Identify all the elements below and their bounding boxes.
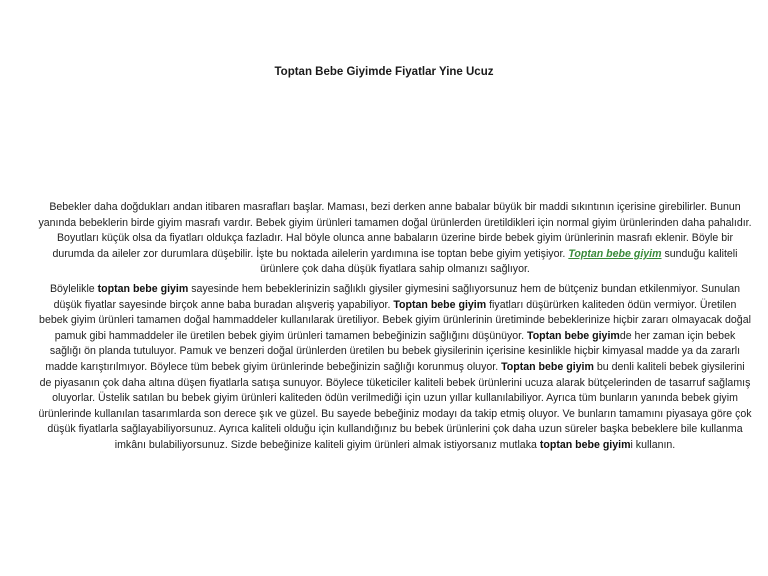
paragraph-2 [38,282,752,454]
paragraph-2-bold-2: Toptan bebe giyim [393,298,487,311]
document-title: Toptan Bebe Giyimde Fiyatlar Yine Ucuz [274,66,494,78]
document-body [38,200,752,458]
paragraph-2-text-6: i kullanın. [630,438,676,451]
paragraph-2-bold-1: toptan bebe giyim [97,282,189,295]
toptan-bebe-giyim-link[interactable]: Toptan bebe giyim [568,247,662,260]
paragraph-2-text-4: de her zaman için bebek sağlığı ön planda tutuluyor. Pamuk ve benzeri doğal ürünlerden üretilen bu bebek giysilerinin içerisine kesinlikle hiçbir kimyasal madde ya da zararlı madde karıştırılmıyor. Böylece tüm bebek giyim ürünlerinde bebeğinizin sağlığı korunmuş oluyor. [45,329,741,373]
paragraph-2-bold-4: Toptan bebe giyim [501,360,594,373]
paragraph-2-text-2: sayesinde hem bebeklerinizin sağlıklı giysiler giymesini sağlıyorsunuz hem de bütçeniz bundan etkilenmiyor. Sunulan düşük fiyatlar sayesinde birçok anne baba buradan alışveriş yapabiliyor. [53,282,741,311]
paragraph-1 [38,200,752,278]
paragraph-2-text-1: Böylelikle [49,282,98,295]
paragraph-2-text-5: bu denli kaliteli bebek giysilerini de piyasanın çok daha altına düşen fiyatlarla satışa sunuyor. Böylece tüketiciler kaliteli bebek ürünlerini ucuza alarak bütçelerinden de tasarruf sağlamış oluyorlar. Üstelik satılan bu bebek giyim ürünleri kaliteden ödün verilmediği için uzun yıllar kullanılabiliyor. Ayrıca tüm bunların yanında bebek giyim ürünlerinde kullanılan tasarımlarda son derece şık ve güzel. Bu sayede bebeğiniz modayı da takip etmiş oluyor. Ve bunların tamamını piyasaya göre çok düşük fiyatlarla sağlayabiliyorsunuz. Ayrıca kaliteli olduğu için kullandığınız bu bebek ürünlerini çok daha uzun süreler başka bebeklere bile kullanma imkânı bulabiliyorsunuz. Sizde bebeğinize kaliteli giyim ürünleri almak istiyorsanız mutlaka [38,360,752,451]
paragraph-2-text-3: fiyatları düşürürken kaliteden ödün vermiyor. Üretilen bebek giyim ürünleri tamamen doğal hammaddeler kullanılarak üretiliyor. Bebek giyim ürünlerinin üretiminde bebeklerinize hiçbir zararı olmayacak doğal pamuk gibi hammaddeler ile üretilen bebek giyim ürünleri tamamen bebeğinizin sağlığını düşünüyor. [39,298,751,342]
paragraph-1-text-a: Bebekler daha doğdukları andan itibaren masrafları başlar. Maması, bezi derken anne babalar büyük bir maddi sıkıntının içerisine girebilirler. Bunun yanında bebeklerin birde giyim masrafı vardır. Bebek giyim ürünleri tamamen doğal ürünlerden üretildikleri için normal giyim ürünlerinden daha pahalıdır. Boyutları küçük olsa da fiyatları oldukça fazladır. Hal böyle olunca anne babaların üzerine birde bebek giyim ürünlerinin masrafı eklenir. Böyle bir durumda da aileler zor durumlara düşebilir. İşte bu noktada ailelerin yardımına ise toptan bebe giyim yetişiyor. [38,201,752,260]
paragraph-2-bold-5: toptan bebe giyim [539,438,631,451]
paragraph-2-bold-3: Toptan bebe giyim [527,329,620,342]
paragraph-1-text-b: sunduğu kaliteli ürünlere çok daha düşük fiyatlara sahip olmanızı sağlıyor. [260,247,738,276]
